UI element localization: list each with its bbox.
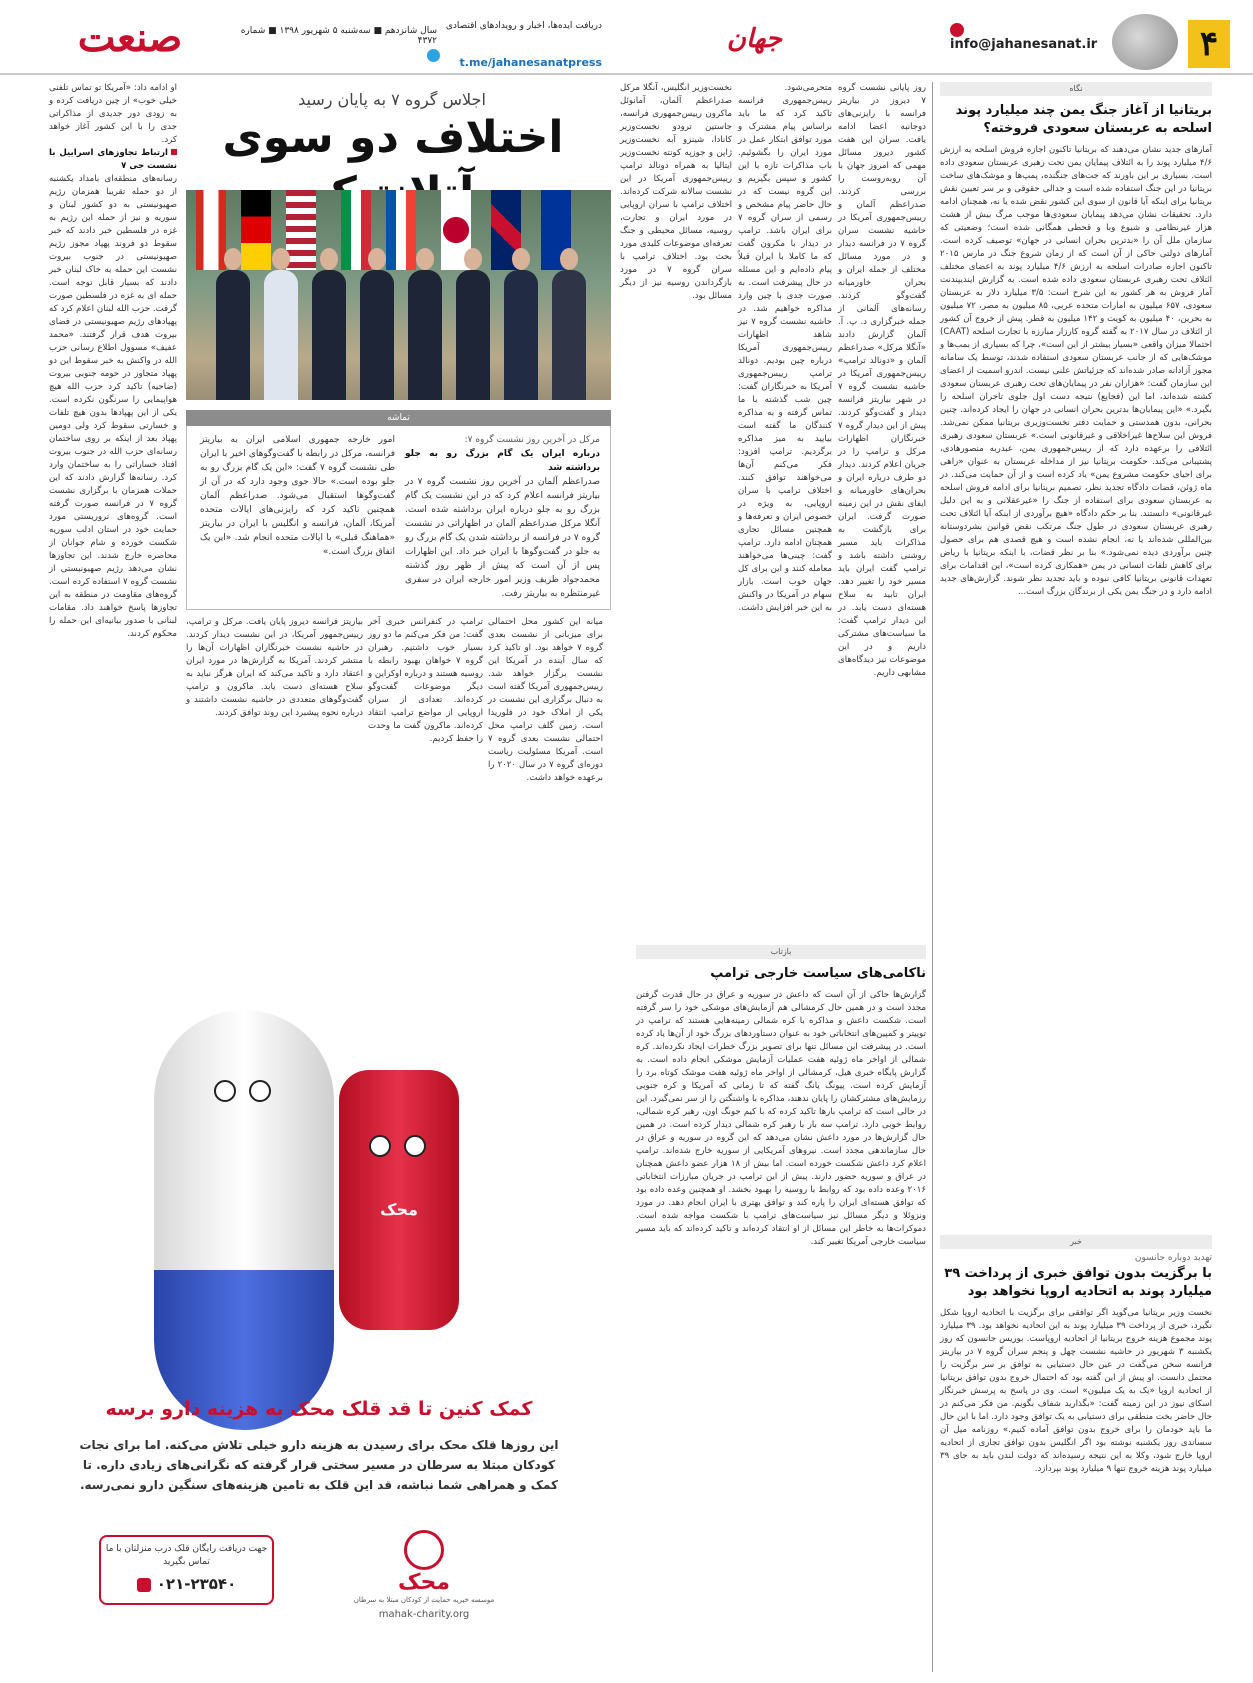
ad-body: این روزها قلک محک برای رسیدن به هزینه دارو خیلی تلاش می‌کنه. اما برای نجات کودکان مبتلا به سرطان در مسیر سختی قرار گرفته که نگرانی‌های زیادی داره. تا کمک و همراهی شما نباشه، قد این قلک به تامین هزینه‌های سنگین دارو نمی‌رسه. [79,1438,559,1492]
pill-character [154,1010,334,1270]
telegram-icon [427,49,440,62]
leader-4 [360,270,394,400]
ad-contact-text: جهت دریافت رایگان قلک درب منزلتان با ما تماس بگیرید [105,1544,268,1567]
section-title: جهان [726,24,782,54]
pill-eye-left [214,1080,236,1102]
main-kicker: اجلاس گروه ۷ به پایان رسید [298,90,486,109]
leader-5 [408,270,442,400]
can-label: محک [380,1200,418,1219]
fp-body: گزارش‌ها حاکی از آن است که داعش در سوریه و عراق در حال قدرت گرفتن مجدد است و در همین حال کرمشالی هم آزمایش‌های موشکی خود را سر گرفته است. شکست داعش و مذاکره با کره شمالی زمینه‌هایی هستند که ترامپ در توییتر و کمپین‌های انتخاباتی خود به عنوان دستاوردهای بزرگ خود از آن‌ها یاد کرده است. در پیشرفت این مسائل تنها برای تصویر بزرگ خطرات ایجاد نکرده‌اند. کره شمالی از اواخر ماه ژوئیه هفت عملیات آزمایش موشکی انجام داده است. به گزارش پایگاه خبری هیل، کرمشالی از اواخر ماه ژوئیه هفت موشک کوتاه برد را آزمایش کرده است. پیونگ یانگ گفته که تا زمانی که آمریکا و کره جنوبی رزمایش‌های مشترکشان را پایان ندهند، مذاکره با واشنگتن را از سر نمی‌گیرد. این در حالی است که ترامپ بارها تاکید کرده که با کیم جونگ اون، رهبر کره شمالی، روابط خوبی دارد. ترامپ سه بار با رهبر کره شمالی دیدار کرده است. در همین حال گزارش‌ها در مورد داعش نشان می‌دهد که این گروه در سوریه و عراق در حال سازماندهی مجدد است. نیروهای آمریکایی از سوریه خارج شده‌اند. ترامپ اعلام کرد داعش شکست خورده است. اما بیش از ۱۸ هزار عضو داعش همچنان در عراق و سوریه حضور دارند. پیش از این ترامپ در جریان مبارزات انتخاباتی ۲۰۱۶ وعده داده بود که روابط با روسیه را بهبود بخشد. او همچنین وعده داده بود که توافق هسته‌ای ایران را پاره کند و توافق بهتری با ایران انجام دهد. در مورد ونزوئلا و دیگر مسائل نیز سیاست‌های ترامپ با شکست مواجه شده است. دموکرات‌ها به خاطر این مسائل از او انتقاد کرده‌اند و تاکید کرده‌اند که باید مسیر سیاست خارجی آمریکا تغییر کند. [636,990,926,1247]
main-col-4: میانه این کشور محل احتمالی برای میزبانی از نشست بعدی گروه ۷ خواهد بود. او تاکید کرد که سال آینده در آمریکا این نشست برگزار خواهد شد. رییس‌جمهوری آمریکا گفته است به دنبال برگزاری این نشست در یکی از املاک خود در فلوریدا است. زمین گلف ترامپ محل احتمالی نشست بعدی گروه ۷ است. آمریکا مسئولیت ریاست دوره‌ای گروه ۷ در سال ۲۰۲۰ را برعهده خواهد داشت. [488,617,604,783]
main-col-1: روز پایانی نشست گروه ۷ دیروز در بیاریتز فرانسه با رایزنی‌های دوجانبه اعضا ادامه یافت. سران این هفت کشور دیروز مسائل مهمی که امروز جهان با آن روبه‌روست را بررسی کردند. صدراعظم آلمان و رییس‌جمهوری آمریکا در حاشیه نشست سران گروه ۷ در فرانسه دیدار و در مورد مسائل مختلف از جمله ایران و بحران خاورمیانه گفت‌وگو کردند. رسانه‌های آلمانی از جمله خبرگزاری د. پ. آ. آلمان گزارش دادند «آنگلا مرکل» صدراعظم آلمان و «دونالد ترامپ» رییس‌جمهوری آمریکا در حاشیه نشست گروه ۷ در شهر بیاریتز فرانسه دیدار و گفت‌وگو کردند. پیش از این دیدار گروه ۷ خبرنگاران اظهارات مرکل و ترامپ را در جریان اعلام کردند. دیدار دو طرف درباره ایران و بحران‌های خاورمیانه و ایفای نقش در این زمینه صورت گرفت. ایران برای بازگشت به مذاکرات باید مسیر روشنی داشته باشد و ترامپ گفت ایران باید مسیر خود را تغییر دهد. ایران تابید به سلاح هسته‌ای دست یابد. در این دیدار ترامپ گفت: ما سیاست‌های مشترکی داریم و در این موضوعات نیز دیدگاه‌های مشابهی داریم. [838,83,926,678]
flag-italy [341,190,371,270]
quote1-title: مرکل در آخرین روز نشست گروه ۷: [464,435,600,445]
leader-3 [312,270,346,400]
quote1-body: صدراعظم آلمان در آخرین روز نشست گروه ۷ در بیاریتز فرانسه اعلام کرد که در این نشست یک گام بزرگ رو به جلو درباره ایران برداشته شده است. آنگلا مرکل صدراعظم آلمان در اظهاراتی در نشست گروه ۷ در فرانسه از برداشته شدن یک گام بزرگ رو به جلو در گفت‌وگوها با ایران خبر داد. این اظهارات پس از آن است که پیش از ظهر روز گذشته محمدجواد ظریف وزیر امور خارجه ایران در سفری غیرمنتظره به بیاریتز رفت. [405,477,600,599]
leader-6 [456,270,490,400]
quote2-body: امور خارجه جمهوری اسلامی ایران به بیاریتز فرانسه، مرکل در رابطه با گفت‌وگوهای اخیر با ایران طی نشست گروه ۷ گفت: «این یک گام بزرگ رو به جلو بوده است.» حالا جوی وجود دارد که در آن از گفت‌وگوها استقبال می‌شود. صدراعظم آلمان همچنین تاکید کرد که رایزنی‌های ایالات متحده آمریکا، آلمان، فرانسه و انگلیس با ایران در بیاریتز «هماهنگ قبلی» با ایالات متحده انجام شد. «این یک اتفاق بزرگ است.» [200,435,395,557]
envelope-icon [950,23,964,37]
page-header [0,0,1253,75]
leader-7 [504,270,538,400]
main-col-3: نخست‌وزیر انگلیس، آنگلا مرکل صدراعظم آلمان، آمانوئل ماکرون رییس‌جمهوری فرانسه، جاستین ترودو نخست‌وزیر کانادا، شینزو آبه نخست‌وزیر ژاپن و جوزپه کونته نخست‌وزیر ایتالیا به همراه دونالد ترامپ رییس‌جمهوری آمریکا در این نشست سالانه شرکت کرده‌اند. اختلاف ترامپ با سران اروپایی در مورد ایران و تجارت، روسیه، مسائل محیطی و جنگ تعرفه‌ای موضوعات کلیدی مورد بحث بود. اختلاف ترامپ با سران گروه ۷ در مورد بازگرداندن روسیه نیز از دیگر مسائل بود. [620,83,732,301]
main-col-2: متحرمی‌شود. رییس‌جمهوری فرانسه تاکید کرد که ما باید براساس پیام مشترک و مورد توافق ابتکار عمل در مورد ایران را بگشوئیم. باب مذاکرات تازه با این کشور و سپس بگیریم و این گروه نیست که در حال حاضر پیام مشخص و رسمی از سران گروه ۷ برای ایران باشد. ترامپ در دیدار با مکرون گفت که ما کاملا با ایران قبلاً پیام داده‌ایم و این مسئله در حال پیشرفت است. به صورت جدی با چین وارد مذاکره خواهیم شد. در حاشیه نشست گروه ۷ نیز شاهد اظهارات رییس‌جمهوری آمریکا درباره چین بودیم. دونالد ترامپ رییس‌جمهوری آمریکا به خبرنگاران گفت: چین شب گذشته با ما تماس گرفته و به مذاکره کنندگان ما گفته است بیایید به میز مذاکره برگردیم. ترامپ افزود: فکر می‌کنم آن‌ها می‌خواهند توافق کنند. اختلاف ترامپ با سران اروپایی، به ویژه در خصوص ایران و تعرفه‌ها و همچنین مسائل تجاری همچنان ادامه دارد. ترامپ گفت: چینی‌ها می‌خواهند معامله کنند و این برای کل جهان خوب است. بازار سهام در آمریکا در واکنش به این خبر افزایش داشت. [738,83,832,613]
main-col-5: ترامپ در کنفرانس خبری آخر گفت: من فکر می‌کنم ما دو روز بسیار خوب داشتیم. رهبران گروه ۷ خواهان بهبود رابطه با روسیه هستند و درباره اوکراین و دیگر موضوعات گفت‌وگو کرده‌اند. تعدادی از سران اروپایی از مواضع ترامپ انتقاد کرده‌اند. ماکرون گفت ما وحدت را حفظ کردیم. [368,617,484,744]
main-col-6: بیاریتز فرانسه دیروز پایان یافت. مرکل و ترامپ، رییس‌جمهور آمریکا، در این نشست دیدار کردند. در حاشیه نشست خبرنگاران اظهارات آن‌ها را منتشر کردند. آمریکا به گزارش‌ها در مورد ایران اعتقاد دارد و تاکید می‌کند که ایران هرگز نباید به سلاح هسته‌ای دست یابد. ماکرون و ترامپ گفت‌وگوهای متعددی در حاشیه نشست داشتند و درباره نحوه پیشبرد این روند توافق کردند. [186,617,363,718]
newspaper-logo: صنعت [77,14,183,61]
column-divider [932,82,933,1672]
email-address[interactable] [950,22,1110,52]
news-kicker: خبر [940,1235,1212,1249]
page-number: ۴ [1188,20,1230,68]
ad-phone[interactable]: ۰۲۱-۲۳۵۴۰ [101,1575,272,1593]
ad-contact-box[interactable] [99,1535,274,1605]
mahak-advertisement[interactable] [49,950,584,1650]
mahak-emblem-icon [404,1530,444,1570]
mahak-url[interactable]: mahak-charity.org [378,1609,470,1620]
mahak-logo [349,1530,499,1620]
article-kicker: نگاه [940,82,1212,96]
news-subtitle: تهدید دوباره جانسون [1134,1253,1212,1263]
pill-eye-right [249,1080,271,1102]
globe-icon [1112,14,1178,70]
news-body: نخست وزیر بریتانیا می‌گوید اگر توافقی برای برگزیت با اتحادیه اروپا شکل نگیرد، خبری از پرداخت ۳۹ میلیارد پوند به این اتحادیه نخواهد بود. ۳۹ میلیارد پوند مجموع هزینه خروج بریتانیا از اتحادیه اروپاست. بوریس جانسون که روز یکشنبه ۳ شهریور در حاشیه نشست چهل و پنجم سران گروه ۷ در بیاریتز فرانسه سخن می‌گفت در عین حال دستیابی به توافق بر سر برگزیت را محتمل دانست. او پیش از این گفته بود که احتمال خروج بدون توافق بریتانیا از اتحادیه اروپا «یک به یک میلیون» است. وی در پاسخ به پرسش خبرنگار اسکای نیوز در این زمینه گفت: «بگذارید شفاف بگویم. من فکر می‌کنم در حال حاضر بخت منطقی برای دستیابی به یک توافق وجود دارد. اما با این حال ما باید خودمان را برای خروج بدون توافق آماده کنیم.» روزنامه میل آن سساندی روز یکشنبه نوشته بود اگر انگلیس بدون توافق تجاری از اتحادیه اروپا خارج شود، وکلا به این نتیجه رسیده‌اند که دولت لندن باید به جای ۳۹ میلیارد پوند هزینه خروج تنها ۹ میلیارد پوند بپردازد. [940,1308,1213,1474]
article-title: بریتانیا از آغاز جنگ یمن چند میلیارد پوند اسلحه به عربستان سعودی فروخته؟ [955,103,1212,136]
flag-canada [196,190,226,270]
left-article [940,82,1212,1227]
leader-1 [216,270,250,400]
flag-france [386,190,416,270]
news-article [940,1235,1212,1675]
g7-leaders-photo [186,190,611,400]
far-left-subhead: ارتباط تجاوزهای اسراییل با نشست جی ۷ [49,148,177,171]
phone-icon [137,1578,151,1592]
flag-usa [286,190,316,270]
fp-kicker: بازتاب [636,945,926,959]
telegram-text: دریافت ایده‌ها، اخبار و رویدادهای اقتصادی [445,21,602,31]
email-text: info@jahanesanat.ir [950,37,1098,52]
leader-2 [264,270,298,400]
telegram-link[interactable]: t.me/jahanesanatpress [459,56,602,69]
far-left-column [49,82,177,934]
can-eye-right [404,1135,426,1157]
quote1-sub: درباره ایران یک گام بزرگ رو به جلو برداشته شد [405,449,600,473]
far-left-body-2: رسانه‌های منطقه‌ای بامداد یکشنبه از دو حمله تقریبا همزمان رژیم صهیونیستی به دو کشور لبنان و سوریه و نیز از حمله این رژیم به غزه در فلسطین خبر دادند که خبر سقوط دو فروند پهپاد مجوز رژیم صهیونیستی در جنوب بیروت نشست این حمله به خاک لبنان خبر دادند که بسیار قابل توجه است. حمله ای به غزه در فلسطین صورت گرفت. حزب الله لبنان اعلام کرد که پهپادهای رژیم صهیونیستی در فضای بیروت هدف قرار گرفتند. «محمد عفیف» مسوول اطلاع رسانی حزب الله در واکنش به خبر سقوط این دو پهپاد متجاوز در حومه جنوبی بیروت (ضاحیه) تاکید کرد حزب الله هیچ هواپیمایی را سرنگون نکرده است. یکی از این پهپادها بدون هیچ تلفات و خسارتی سقوط کرد ولی دومین پهپاد بعد از اینکه بر روی ساختمان رسانه‌ای حزب الله در جنوب بیروت افتاد خساراتی را به ساختمان وارد کرد. رسانه‌ها گزارش دادند که این حملات همزمان با برگزاری نشست گروه ۷ در فرانسه صورت گرفته است. گروه‌های تروریستی مورد حمایت خود در استان ادلب سوریه شکست خورده و شام جوانان از محاصره خارج شدند. این تجاوزها نشان می‌دهد رژیم صهیونیستی از نشست گروه ۷ استفاده کرده است. گروه‌های مقاومت در منطقه به این تجاوزها پاسخ خواهند داد. مقامات لبنانی با صدور بیانیه‌ای این حمله را محکوم کردند. [49,174,177,639]
issue-info: سال شانزدهم ■ سه‌شنبه ۵ شهریور ۱۳۹۸ ■ شماره ۴۳۷۲ [240,26,437,46]
quote-header: تماشه [186,410,611,426]
mahak-brand: محک [397,1570,450,1595]
flag-germany [241,190,271,270]
main-title: اختلاف دو سوی [222,112,564,163]
fp-title: ناکامی‌های سیاست خارجی ترامپ [710,966,926,981]
can-eye-left [369,1135,391,1157]
far-left-body: او ادامه داد: «آمریکا تو تماس تلفنی خیلی خوب» از چین دریافت کرده و به زودی دور جدیدی از مذاکراتی جدی را با این کشور آغاز خواهد کرد. [49,83,177,145]
ad-headline: کمک کنین تا قد قلک محک به هزینه دارو برسه [105,1398,533,1420]
mahak-org: موسسه خیریه حمایت از کودکان مبتلا به سرطان [353,1596,495,1604]
leader-8 [552,270,586,400]
foreign-policy-article [636,945,926,1673]
quote-box [186,410,611,610]
news-title: با برگزیت بدون توافق خبری از پرداخت ۳۹ میلیارد پوند به اتحادیه اروپا نخواهد بود [944,1266,1212,1299]
quote-col-1 [405,433,600,600]
quote-col-2 [200,433,395,603]
article-body: آمارهای جدید نشان می‌دهند که بریتانیا تاکنون اجازه فروش اسلحه به ارزش ۴/۶ میلیارد پوند را به ائتلاف پیمایان یمن تحت رهبری عربستان سعودی داده است. بسیاری بر این باورند که جت‌های جنگنده، پمپ‌ها و موشک‌های ساخت بریتانیا در این جنگ استفاده شده است و جدالی حقوقی و بر سر تعیین نقش بریتانیا برای اینکه آیا قانون از سوی این کشور نقض شده یا نه، همچنان ادامه دارد. تحقیقات نشان می‌دهد پیمایان سعودی‌ها موجب مرگ بیش از هشت هزار غیرنظامی و شیوع وبا و قحطی همگانی شده است؛ وضعیتی که سازمان ملل آن را «بدترین بحران انسانی در جهان» توصیف کرده است. آمارهای دولتی حاکی از آن است که از زمان شروع جنگ در مارس ۲۰۱۵ تاکنون اجازه صادرات اسلحه به ارزش ۴/۶ میلیارد پوند به اعضای مختلف ائتلاف تحت رهبری عربستان سعودی داده شده است. به گزارش ایندیپندنت آمار فروش به هر کشور به این شرح است: ۳/۵ میلیارد دلار به عربستان سعودی، ۶۵۷ میلیون به امارات متحده عربی، ۸۵ میلیون به مصر، ۷۲ میلیون به بحرین، ۴۰ میلیون به کویت و ۱۴۲ میلیون به قطر. پیش از خروج آن کشور از ائتلاف در سال ۲۰۱۷ به گفته گروه کارزار مبارزه با تجارت اسلحه (CAAT) احتمالا میزان واقعی «بسیار بیشتر از این است»، چرا که بسیاری از بمب‌ها و موشک‌هایی که از جانب عربستان سعودی استفاده شدند، توسط یک سامانه مجوز آزادانه صادر شده‌اند که جزئیاتش علنی نیست. اندرو اسمیت از اعضای این سازمان گفت: «هزاران نفر در پیمایان‌های تحت رهبری عربستان سعودی کشته شده‌اند، اما این (فجایع) نتیجه دست اول جلوی تاجران اسلحه را بگیرد.» «این پیمایان‌ها بدترین بحران انسانی در جهان را ایجاد کرده‌اند. چنین بحرانی، بدون همدستی و حمایت دفتر نخست‌وزیری بریتانیا ممکن نمی‌شد. فروش این سلاح‌ها غیراخلاقی و غیرقانونی است.» عربستان سعودی رهبری ائتلافی را برعهده دارد که از رییس‌جمهوری یمن، عبدربه منصورهادی، پشتیبانی می‌کند. حکومت بریتانیا نیز از مداخله عربستان به عنوان «راهی برای احیای حکومت مشروع یمن» یاد کرده است و از آن حمایت می‌کند. در ماه ژوئن، قضات دادگاه تجدید نظر، تصمیم بریتانیا برای ادامه فروش اسلحه به عربستان سعودی برای استفاده از جنگ را «غیرعقلانی و به این دلیل غیرقانونی» دانستند. بنا بر حکم دادگاه «هیچ برآوردی از اینکه آیا ائتلاف تحت رهبری عربستان سعودی در طول جنگ مرتکب نقض قوانین بشردوستانه بین‌المللی شده‌اند یا نه، انجام نشده است و هیچ قصدی هم برای حصول چنین برآوردی دیده نمی‌شود.» بنا بر نظر قضات، با اینکه بریتانیا با ریاض برای کاهش تلفات انسانی در یمن «همکاری کرده است»، این اقدامات برای تعهدات قانونی بریتانیا کافی نبوده و باید تجدید نظر شوند. گزارش‌های جدید ادامه دارد و در جنگ یمن یکی از برندگان بزرگ است... [940,145,1213,597]
